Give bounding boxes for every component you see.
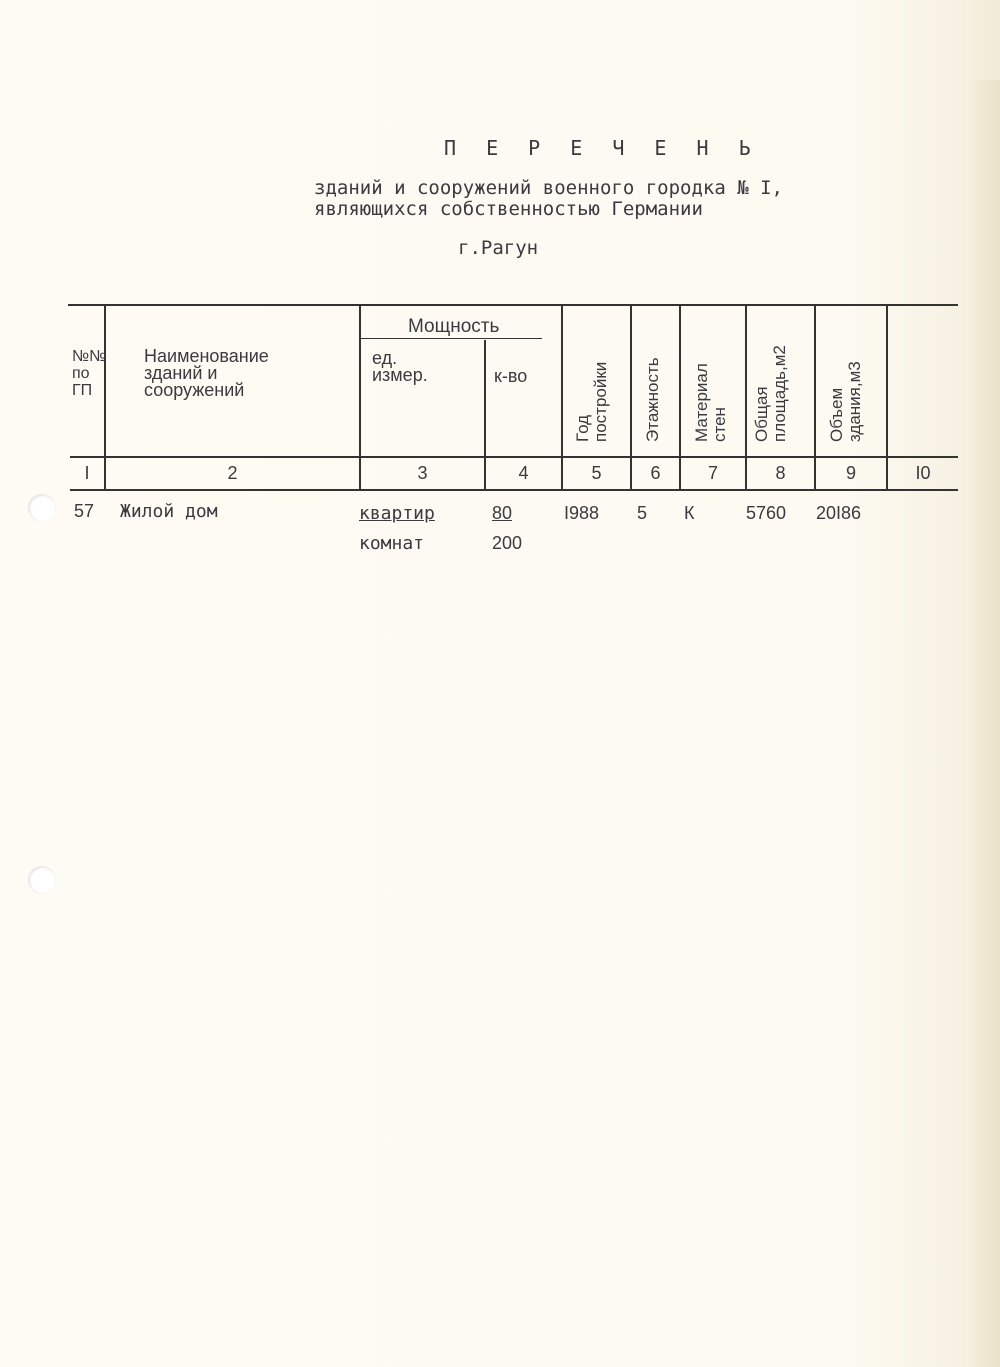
document-page: П Е Р Е Ч Е Н Ь зданий и сооружений военного городка № I, являющихся собственностью Германии г.Рагун №№ по ГП Наименование зданий и сооружений Мощность ед. измер. к-во Год постройки Этажность Материал стен Общая площадь,м2 Объем здания,м3 I 2 3 4 5 6 7 8 9 I0 57 Жилой дом квартир 80 комнат 200 I988 5 К 5760 20I86	[0, 0, 1000, 1367]
column-number: I	[84, 463, 90, 483]
row-unit-apartments: квартир	[359, 503, 435, 524]
subtitle-line-1: зданий и сооружений военного городка № I,	[314, 177, 783, 199]
table-top-rule	[68, 304, 958, 306]
header-year-built: Год постройки	[573, 361, 610, 442]
header-volume: Объем здания,м3	[827, 361, 864, 442]
capacity-rule	[360, 338, 542, 339]
row-wall-material: К	[684, 503, 695, 523]
punch-hole	[28, 866, 56, 894]
numbers-bottom-rule	[70, 489, 958, 491]
column-number: 3	[417, 463, 428, 483]
punch-hole	[28, 494, 56, 522]
header-total-area: Общая площадь,м2	[752, 345, 789, 442]
header-bottom-rule	[70, 456, 958, 458]
subtitle-line-2: являющихся собственностью Германии	[314, 198, 703, 220]
column-number: 2	[227, 463, 238, 483]
paper-edge	[970, 80, 1000, 1367]
header-quantity: к-во	[494, 366, 528, 386]
row-volume: 20I86	[816, 503, 862, 523]
column-number: 8	[775, 463, 786, 483]
row-year-built: I988	[564, 503, 600, 523]
column-number: 9	[845, 463, 856, 483]
header-floors: Этажность	[643, 357, 662, 442]
column-number: 7	[707, 463, 718, 483]
header-capacity: Мощность	[408, 316, 500, 337]
column-number: I0	[915, 463, 931, 483]
row-building-name: Жилой дом	[120, 501, 218, 522]
row-total-area: 5760	[746, 503, 787, 523]
header-wall-material: Материал стен	[692, 363, 729, 442]
row-qty-apartments: 80	[492, 503, 513, 523]
city-name: г.Рагун	[458, 237, 539, 259]
row-unit-rooms: комнат	[359, 533, 425, 554]
column-number: 6	[650, 463, 661, 483]
header-gp-number: №№ по ГП	[72, 348, 107, 399]
header-building-name: Наименование зданий и сооружений	[144, 346, 269, 400]
row-floors: 5	[637, 503, 648, 523]
column-number: 4	[518, 463, 529, 483]
row-gp-number: 57	[74, 501, 95, 521]
header-unit: ед. измер.	[372, 348, 428, 385]
row-qty-rooms: 200	[492, 533, 523, 553]
column-number: 5	[591, 463, 602, 483]
